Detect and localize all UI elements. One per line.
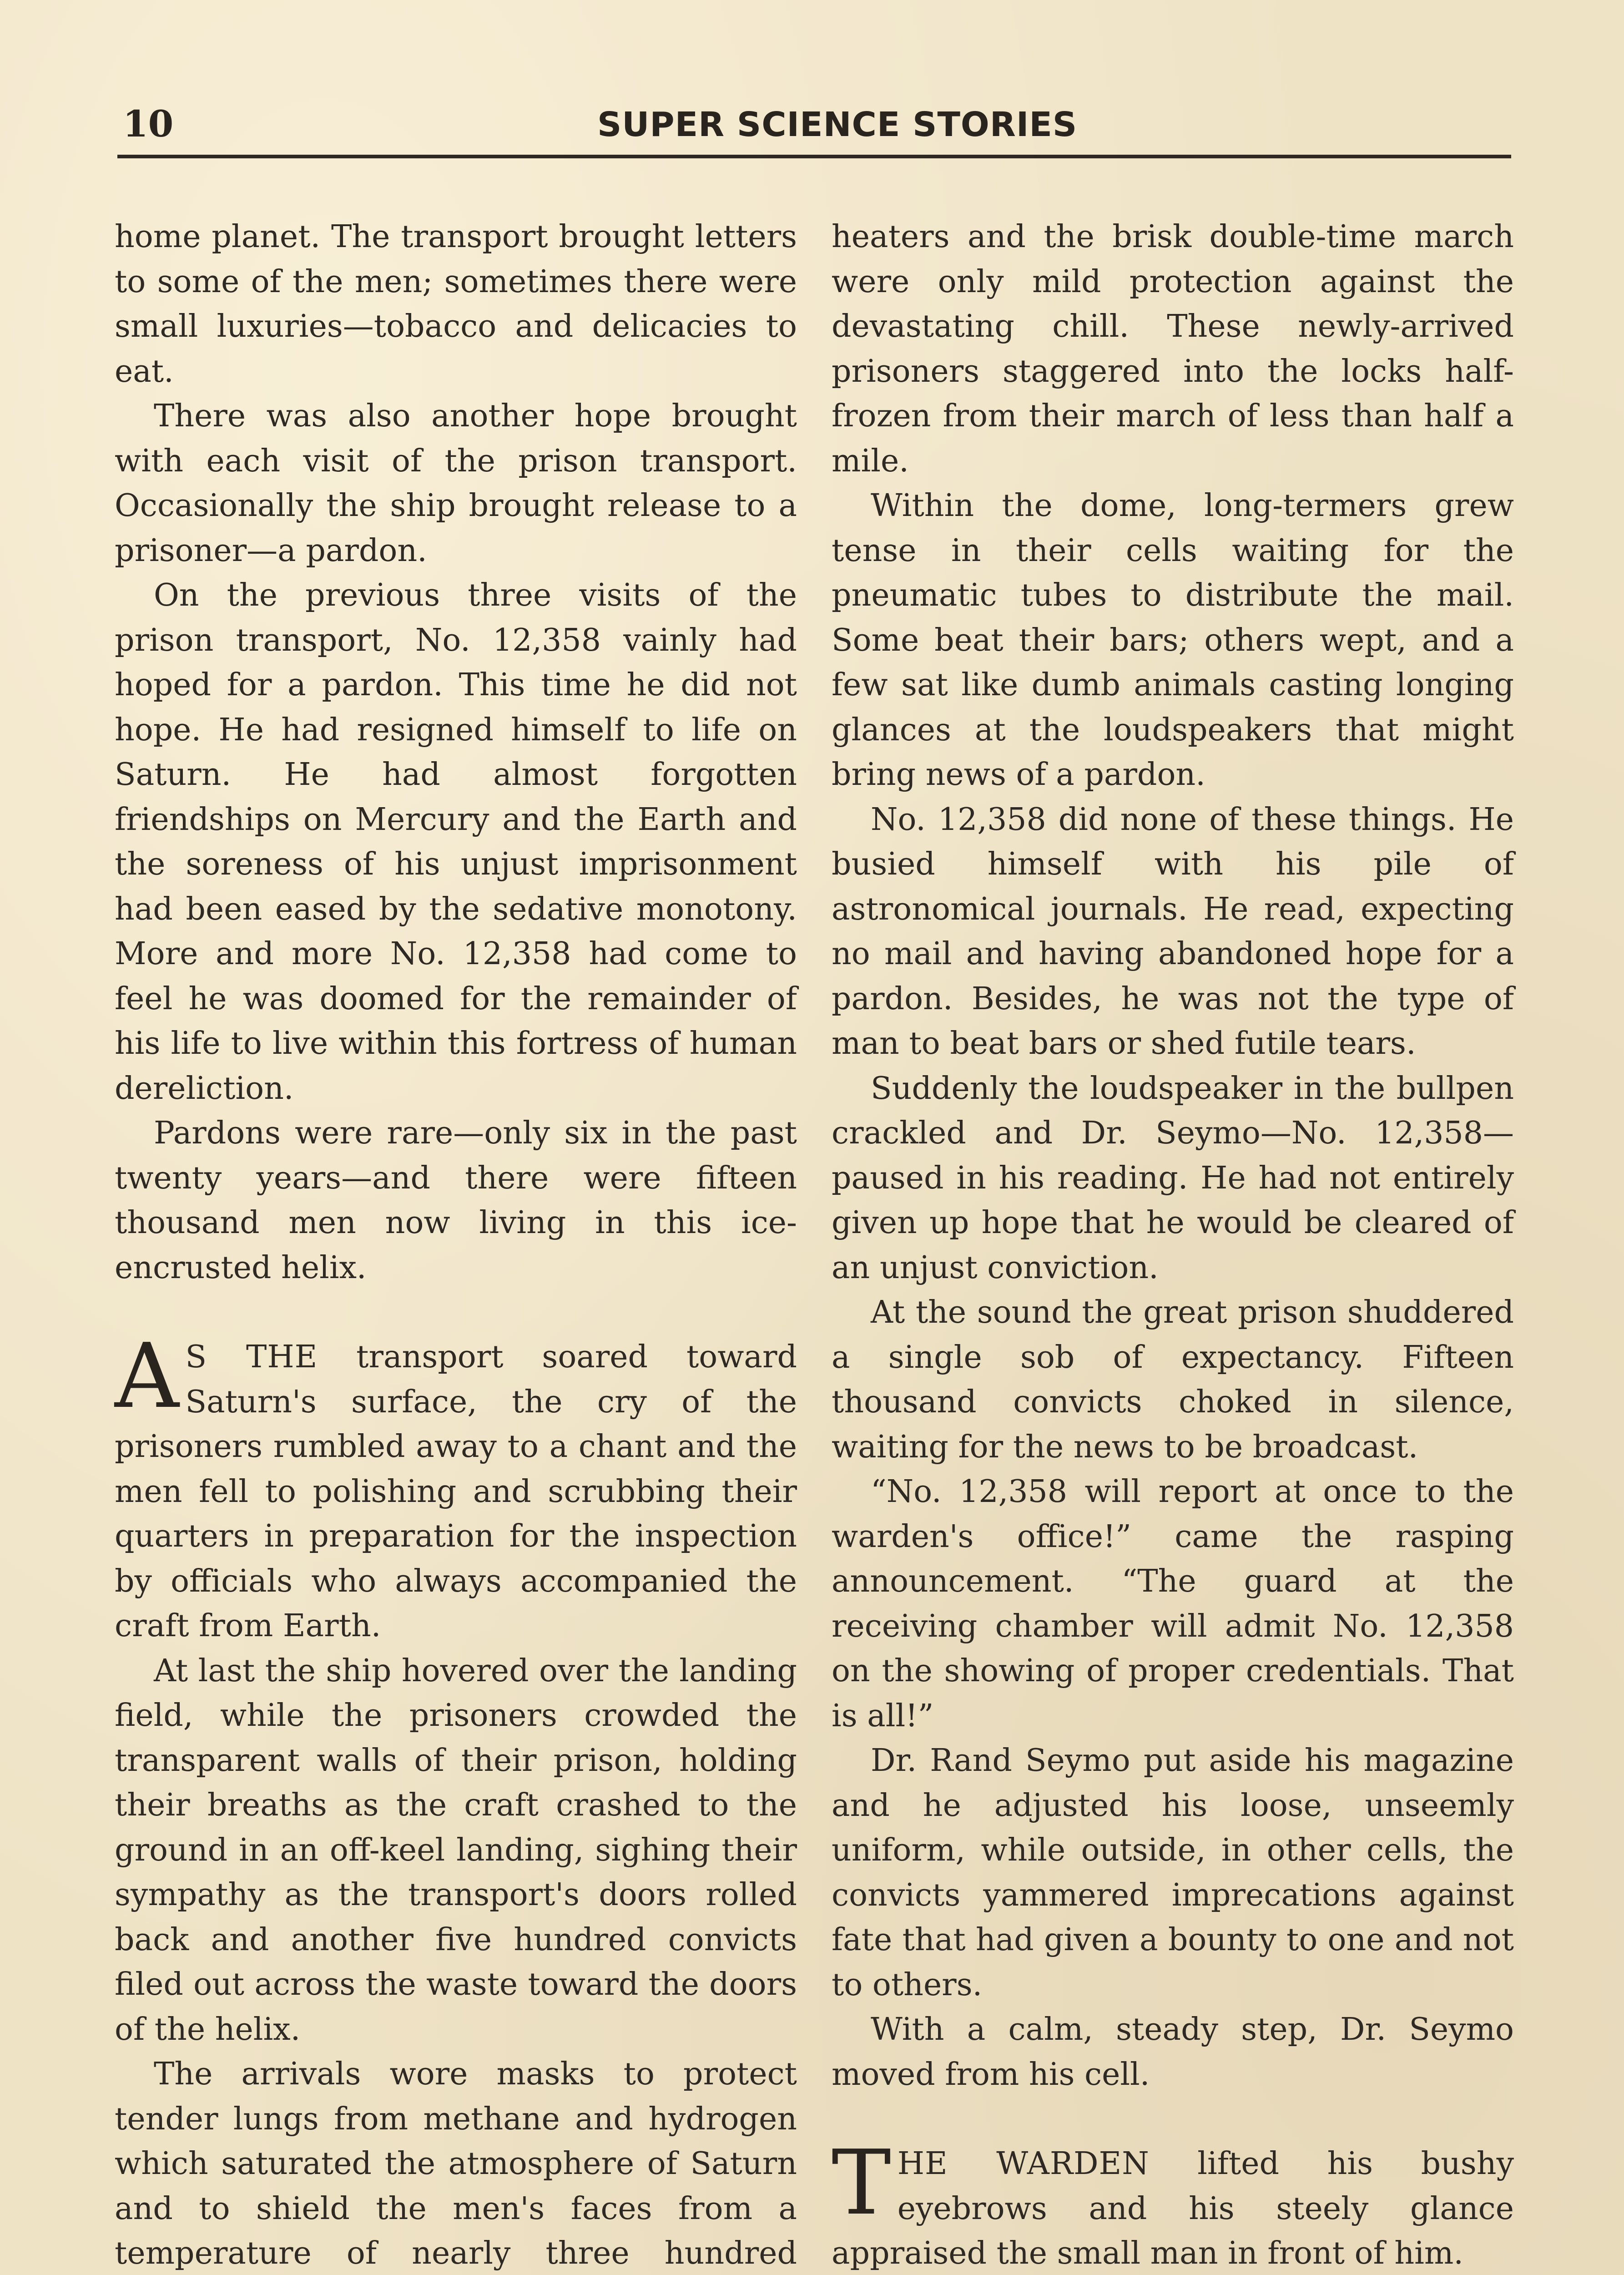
- running-title: SUPER SCIENCE STORIES: [597, 105, 1078, 144]
- section-opening-paragraph: [115, 1325, 797, 1649]
- paragraph: At last the ship hovered over the landing field, while the prisoners crowded the transparent walls of their prison, holding their breaths as the craft crashed to the ground in an off-keel landing, sighing their sympathy as the transport's doors rolled back and another five hundred convicts filed out across the waste toward the doors of the helix.: [115, 1653, 797, 2048]
- paragraph: There was also another hope brought with each visit of the prison transport. Occasionally the ship brought release to a prisoner—a pardon.: [115, 398, 797, 569]
- paragraph: With a calm, steady step, Dr. Seymo moved from his cell.: [832, 2012, 1514, 2093]
- paragraph: home planet. The transport brought letters to some of the men; sometimes there were small luxuries—tobacco and delicacies to eat.: [115, 219, 797, 389]
- paragraph: heaters and the brisk double-time march were only mild protection against the devastating chill. These newly-arrived prisoners staggered into the locks half-frozen from their march of less than half a mile.: [832, 219, 1514, 479]
- paragraph: Within the dome, long-termers grew tense in their cells waiting for the pneumatic tubes to distribute the mail. Some beat their bars; others wept, and a few sat like dumb animals casting longing glances at the loudspeakers that might bring news of a pardon.: [832, 488, 1514, 793]
- drop-cap: A: [115, 1325, 179, 1428]
- section-opening-text: transport soared toward Saturn's surface, the cry of the prisoners rumbled away to a chant and the men fell to polishing and scrubbing their quarters in preparation for the inspection by officials who always accompanied the craft from Earth.: [115, 1339, 797, 1644]
- section-lead-in: HE WARDEN: [897, 2146, 1150, 2182]
- paragraph: Dr. Rand Seymo put aside his magazine and he adjusted his loose, unseemly uniform, while outside, in other cells, the convicts yammered imprecations against fate that had given a bounty to one and not to others.: [832, 1743, 1514, 2003]
- right-column: [832, 215, 1514, 2275]
- section-opening-text: lifted his bushy eyebrows and his steely glance appraised the small man in front of him.: [832, 2146, 1514, 2271]
- page-header: [117, 91, 1511, 158]
- paragraph: “No. 12,358 will report at once to the warden's office!” came the rasping announcement. “The guard at the receiving chamber will admit No. 12,358 on the showing of proper credentials. That is all!”: [832, 1474, 1514, 1734]
- paragraph: The arrivals wore masks to protect tender lungs from methane and hydrogen which saturated the atmosphere of Saturn and to shield the men's faces from a temperature of nearly three hundred: [115, 2056, 797, 2271]
- paragraph: No. 12,358 did none of these things. He busied himself with his pile of astronomical journals. He read, expecting no mail and having abandoned hope for a pardon. Besides, he was not the type of man to beat bars or shed futile tears.: [832, 801, 1514, 1062]
- left-column: [115, 215, 797, 2275]
- page-number: 10: [123, 102, 174, 145]
- paragraph: Pardons were rare—only six in the past twenty years—and there were fifteen thousand men now living in this ice-encrusted helix.: [115, 1115, 797, 1286]
- paragraph: Suddenly the loudspeaker in the bullpen crackled and Dr. Seymo—No. 12,358—paused in his reading. He had not entirely given up hope that he would be cleared of an unjust conviction.: [832, 1070, 1514, 1286]
- paragraph: At the sound the great prison shuddered a single sob of expectancy. Fifteen thousand convicts choked in silence, waiting for the news to be broadcast.: [832, 1294, 1514, 1465]
- paragraph: On the previous three visits of the prison transport, No. 12,358 vainly had hoped for a pardon. This time he did not hope. He had resigned himself to life on Saturn. He had almost forgotten friendships on Mercury and the Earth and the soreness of his unjust imprisonment had been eased by the sedative monotony. More and more No. 12,358 had come to feel he was doomed for the remainder of his life to live within this fortress of human dereliction.: [115, 577, 797, 1107]
- section-opening-paragraph: [832, 2131, 1514, 2275]
- drop-cap: T: [832, 2131, 891, 2235]
- section-lead-in: S THE: [185, 1339, 318, 1375]
